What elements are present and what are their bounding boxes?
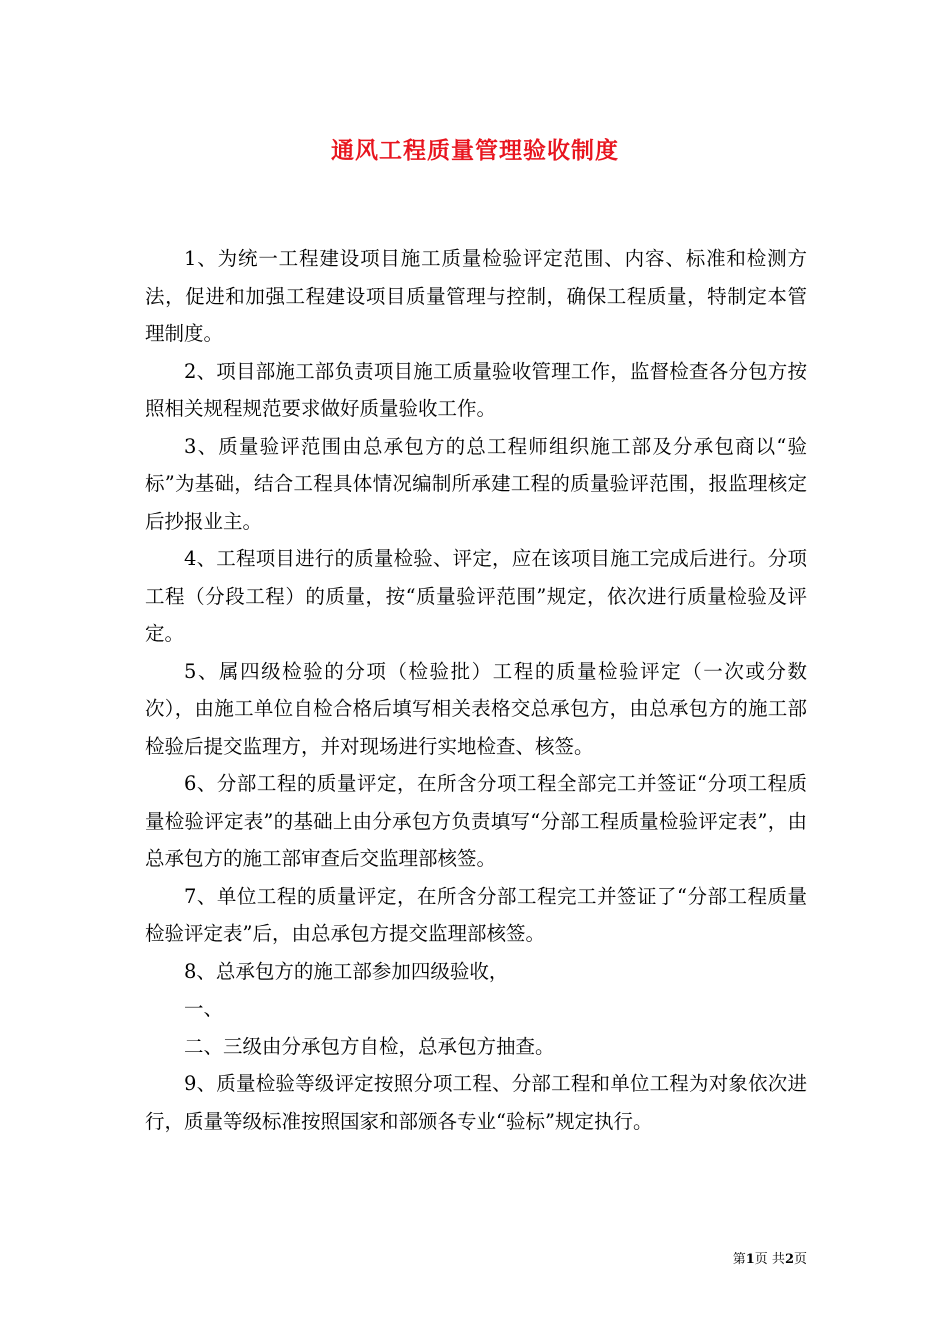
footer-prefix: 第	[732, 1252, 746, 1267]
footer-current-page: 1	[745, 1252, 755, 1267]
footer-middle: 页 共	[754, 1252, 785, 1267]
paragraph-4: 4、工程项目进行的质量检验、评定，应在该项目施工完成后进行。分项工程（分段工程）的质量，按“质量验评范围”规定，依次进行质量检验及评定。	[145, 547, 807, 645]
page-number-footer	[733, 1248, 807, 1267]
paragraph-3: 3、质量验评范围由总承包方的总工程师组织施工部及分承包商以“验标”为基础，结合工程具体情况编制所承建工程的质量验评范围，报监理核定后抄报业主。	[145, 434, 807, 533]
footer-total-pages: 2	[784, 1252, 794, 1267]
paragraph-8: 8、总承包方的施工部参加四级验收，	[184, 959, 509, 983]
paragraph-6: 6、分部工程的质量评定，在所含分项工程全部完工并签证“分项工程质量检验评定表”的基础上由分承包方负责填写“分部工程质量检验评定表”，由总承包方的施工部审查后交监理部核签。	[145, 772, 807, 870]
document-title: 通风工程质量管理验收制度	[331, 137, 619, 164]
paragraph-7: 7、单位工程的质量评定，在所含分部工程完工并签证了“分部工程质量检验评定表”后，由总承包方提交监理部核签。	[145, 884, 807, 945]
paragraph-11: 9、质量检验等级评定按照分项工程、分部工程和单位工程为对象依次进行，质量等级标准按照国家和部颁各专业“验标”规定执行。	[145, 1072, 807, 1133]
paragraph-9: 一、	[184, 997, 224, 1020]
paragraph-10: 二、三级由分承包方自检，总承包方抽查。	[184, 1034, 555, 1058]
footer-suffix: 页	[793, 1252, 807, 1267]
paragraph-2: 2、项目部施工部负责项目施工质量验收管理工作，监督检查各分包方按照相关规程规范要求做好质量验收工作。	[145, 359, 807, 420]
paragraph-5: 5、属四级检验的分项（检验批）工程的质量检验评定（一次或分数次），由施工单位自检合格后填写相关表格交总承包方，由总承包方的施工部检验后提交监理方，并对现场进行实地检查、核签。	[145, 659, 807, 758]
paragraph-1: 1、为统一工程建设项目施工质量检验评定范围、内容、标准和检测方法，促进和加强工程建设项目质量管理与控制，确保工程质量，特制定本管理制度。	[145, 247, 807, 345]
document-body	[145, 240, 807, 1140]
